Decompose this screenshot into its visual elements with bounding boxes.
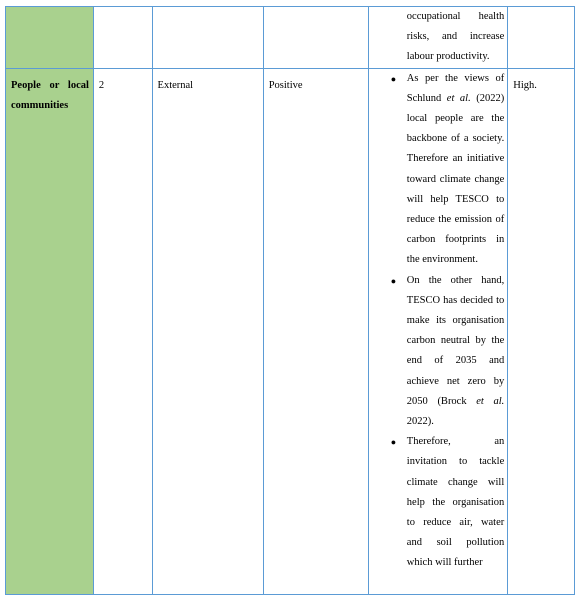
bullet-text: 2022). xyxy=(406,416,434,428)
stakeholder-type: External xyxy=(157,79,194,91)
table-row xyxy=(6,7,575,69)
stakeholder-label-cell xyxy=(6,68,94,594)
bullet-text: (2022) local people are the backbone of a society. Therefore an initiative toward climate change will help TESCO to reduce the emission of carbon footprints in the environment. xyxy=(406,92,505,266)
list-item xyxy=(369,271,507,433)
number-cell xyxy=(93,7,152,69)
list-item xyxy=(369,432,507,573)
bullet-icon: ● xyxy=(390,437,397,448)
type-cell xyxy=(152,68,263,594)
number-cell xyxy=(93,68,152,594)
description-bullet-list xyxy=(369,69,507,574)
stakeholder-level: High. xyxy=(513,79,537,91)
impact-cell xyxy=(263,68,368,594)
description-cell xyxy=(368,7,507,69)
bullet-icon: ● xyxy=(390,275,397,286)
stakeholder-number: 2 xyxy=(98,79,105,91)
stakeholder-impact: Positive xyxy=(268,79,303,91)
bullet-text: On the other hand, TESCO has decided to make its organisation carbon neutral by the end of 2035 and achieve net zero by 2050 (Brock xyxy=(406,274,505,407)
bullet-text: Therefore, an invitation to tackle climate change will help the organisation to reduce air, water and soil pollution which will further xyxy=(406,436,505,569)
impact-cell xyxy=(263,7,368,69)
stakeholder-label-cell xyxy=(6,7,94,69)
table-row xyxy=(6,68,575,594)
type-cell xyxy=(152,7,263,69)
description-cell xyxy=(368,68,507,594)
bullet-text: As per the views of Schlund xyxy=(406,72,505,104)
bullet-text-italic: et al. xyxy=(476,395,505,407)
level-cell xyxy=(508,7,575,69)
level-cell xyxy=(508,68,575,594)
bullet-text-italic: et al. xyxy=(446,92,471,104)
stakeholder-table xyxy=(5,6,575,595)
stakeholder-label: People or local communities xyxy=(11,79,89,111)
bullet-icon: ● xyxy=(390,73,397,84)
description-continued-text: occupational health risks, and increase labour productivity. xyxy=(406,11,505,63)
list-item xyxy=(369,69,507,271)
